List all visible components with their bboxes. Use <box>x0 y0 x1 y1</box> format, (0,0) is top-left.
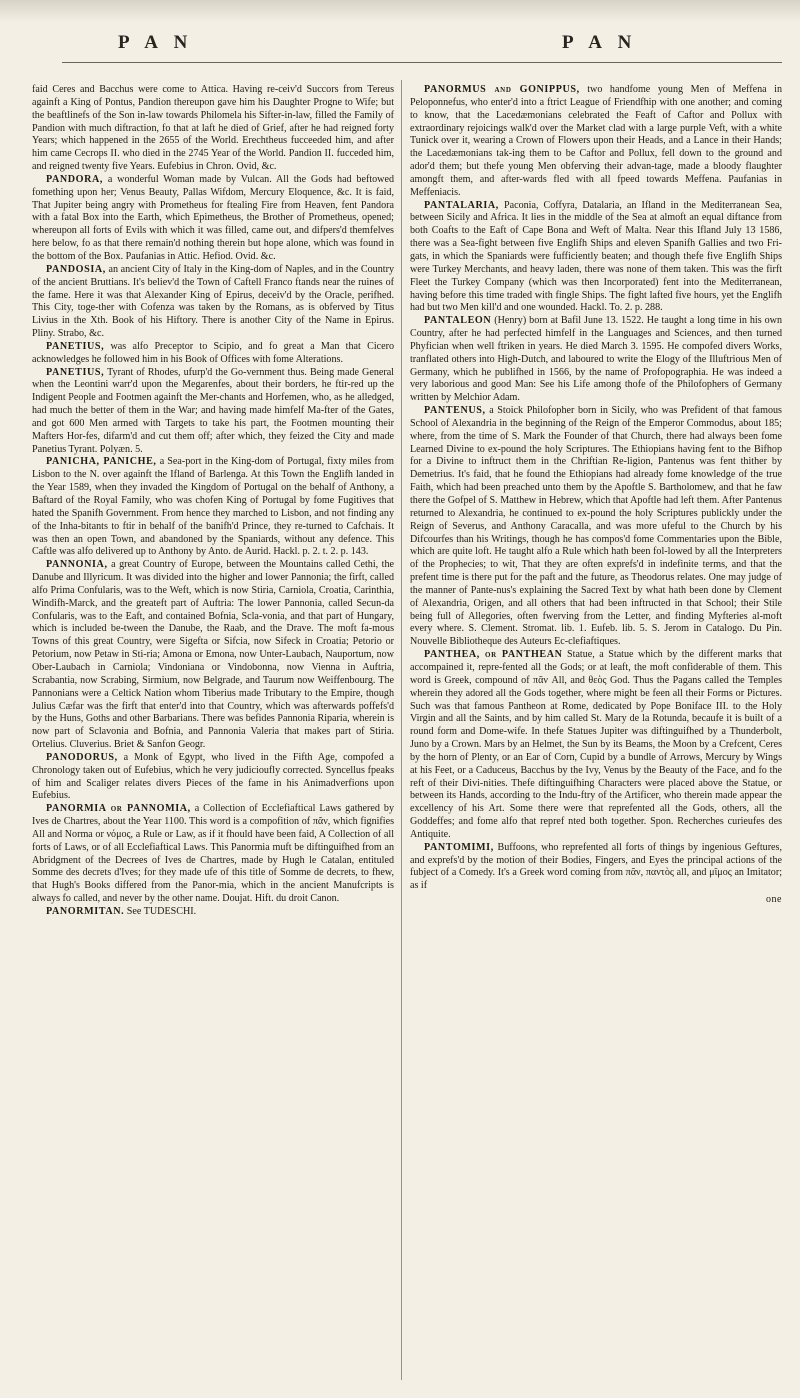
dictionary-entry <box>32 752 394 803</box>
entry-headword: PANORMUS and GONIPPUS, <box>424 84 580 95</box>
entry-text: two handfome young Men of Meffena in Peloponnefus, who enter'd into a ftrict League of Friendfhip with one another; and coming to know, that the Lacedæmonians celebrated the Feaft of Caftor and Pollux with extraordinary rejoicings walk'd over the Market clad with a large purple Veft, with a white Tunick over it, wearing a Crown of Flowers upon their Heads, and a Lance in their Hands; the Lacedæmonians tak-ing them to be Caftor and Pollux, fell down to the ground and ador'd them; but thefe young Men obferving their advan-tage, made a bloody flaughter amongft them, and after-wards fled with all fpeed towards Meffena. Paufanias in Meffeniacis. <box>410 84 782 198</box>
entry-headword: PANDOSIA, <box>46 263 106 275</box>
entry-headword: PANTOMIMI, <box>424 841 494 853</box>
entry-headword: PANTHEA, or PANTHEAN <box>424 649 563 661</box>
entry-text: an ancient City of Italy in the King-dom of Naples, and in the Country of the ancient Bruttians. It's believ'd the Town of Caftell Franco ftands near the ruines of the fame. Here it was that Alexander King of Epirus, deceiv'd by the Oracle, perifhed. This City, toge-ther with Cofenza was taken by the Romans, as is obferved by Titus Livius in the Xth. Book of his Hiftory. There is another City of the Name in Epirus. Pliny. Strabo, &c. <box>32 263 394 340</box>
entry-headword: PANTALARIA, <box>424 199 499 211</box>
entry-headword: PANORMIA or PANNOMIA, <box>46 803 191 815</box>
entry-text: faid Ceres and Bacchus were come to Attica. Having re-ceiv'd Succors from Tereus againft a King of Pontus, Pandion thereupon gave him his Daughter Progne to Wife; but the beaftlinefs of the Son in-law towards Philomela his Sifter-in-law, filled the Family of Pandion with much diftraction, fo that at laft he died of Grief, after he had reigned forty Years; which happened in the 2655 of the World. Erechtheus fucceeded him, and after him came Cecrops II. who died in the 2745 Year of the World. Pandion II. fucceded him, and reigned twenty five Years. Eufebius in Chron. Ovid, &c. <box>32 84 394 173</box>
dictionary-entry <box>32 84 394 174</box>
entry-text: a Stoick Philofopher born in Sicily, who was Prefident of that famous School of Alexandria in the beginning of the Reign of the Emperor Commodus, about 185; where, from the time of S. Mark the Founder of that Church, there had always been fome Learned Divine to ex-pound the holy Scriptures. The Ethiopians having fent to the Bifhop for a Divine to inftruct them in the Chriftian Re-ligion, Pantenus was fent thither by Demetrius. It's faid, that he found the Ethiopians had already fome knowledge of the true Faith, which had been preached unto them by the Apoftle S. Bartholomew, and that he faw there the Gofpel of S. Matthew in Hebrew, which that Apoftle had left them. After Pantenus returned to Alexandria, he continued to ex-pound the holy Scriptures publickly under the Reign of Severus, and Anthony Caracalla, and was more ufeful to the Church by his Difcourfes than his Writings, though he has compos'd fome Commentaries upon the Bible, which are quite loft. He taught alfo a Rule which hath been fol-lowed by all the Interpreters of the Prophecies; to wit, That they are often exprefs'd in indefinite terms, and that the prefent time is there put for the paft and the future, as Theodorus relates. One may judge of the manner of Pante-nus's explaining the Sacred Text by what hath been done by Clement of Alexandria, Origen, and all others that had been inftructed in that School; their Stile being full of Allegories, often fwerving from the Letter, and finding Myfteries al-moft every where. S. Clement. Stromat. lib. 1. Eufeb. lib. 5. S. Jerom in Catalogo. Du Pin. Nouvelle Bibliotheque des Auteurs Ec-clefiaftiques. <box>410 405 782 648</box>
dictionary-entry <box>32 174 394 264</box>
running-head-right: P A N <box>562 32 638 53</box>
entry-text: Buffoons, who reprefented all forts of things by ingenious Geftures, and exprefs'd by the motion of their Bodies, Fingers, and Eyes the principal actions of the fubject of a Comedy. It's a Greek word coming from πᾶν, παντὸς all, and μῖμος an Imitator; as if <box>410 841 782 892</box>
entry-text: a great Country of Europe, between the Mountains called Cethi, the Danube and Illyricum. It was divided into the higher and lower Pannonia; the firft, called alfo Prima Confularis, was to the Weft, which is now Stiria, Carniola, Croatia, Carinthia, Windifh-Marck, and the greateft part of Auftria: The lower Pannonia, called Secun-da Confularis, was to the Eaft, and contained Bofnia, Scla-vonia, and that part of Hungary, which is included be-tween the Danube, the Raab, and the Drave. The moft fa-mous Towns of this great Country, were Sigefta or Sifcia, now Sifeck in Croatia; Petorio or Petorium, now Petaw in Sti-ria; Amona or Emona, now Unter-Laubach, Nauportum, now Ober-Laubach in Carniola; Vindoniana or Vindobonna, now Vienna in Auftria, Scrabantia, now Scrabing, Sirmium, now Belgrade, and Taurum now Weiffenbourg. The Pannonians were a Celtick Nation whom Tiberius made Tributary to the Empire, though Julius Cæfar was the firft that enter'd into that Country, which was afterwards poffefs'd by the Huns, Goths and other Barbarians. There was befides Pannonia Riparia, wherein is now part of Sclavonia and Bofnia, and Pannonia Valeria that makes part of Stiria. Ortelius. Cluverius. Briet & Sanfon Geogr. <box>32 559 394 751</box>
entry-headword: PANTENUS, <box>424 405 486 417</box>
entry-text: Paconia, Coffyra, Datalaria, an Ifland in the Mediterranean Sea, between Sicily and Africa. It lies in the middle of the Sea at almoft an equal diftance from both Coafts to the Eaft of Cape Bona and Weft of Malta. Near this Ifland July 13 1586, there was a Sea-fight between five Englifh Ships and eleven Spanifh Gallies and two Fri-gats, in which the Spaniards were fufficiently beaten; and though thefe five Englifh Ships were Turkey Merchants, and heavy laden, there was none of them taken. This was the firft Fleet the Turkey Company (which was then Incorporated) fent into the Mediterranean, having before this time traded with fingle Ships. The fight lafted five hours, yet the Englifh had but two Men kill'd and one wounded. Hackl. To. 2. p. 288. <box>410 199 782 314</box>
entry-text: a wonderful Woman made by Vulcan. All the Gods had beftowed fomething upon her; Venus Beauty, Pallas Wifdom, Mercury Eloquence, &c. It is faid, That Jupiter being angry with Prometheus for ftealing Fire from Heaven, fent Pandora with a fatal Box into the Earth, which Epimetheus, the Brother of Prometheus, opened; whereupon all forts of Evils with which it was filled, came out, and difpers'd themfelves here below, fo as that there remain'd nothing therein but hope alone, which was found in the bottom of the Box. Paufanias in Attic. Hefiod. Ovid. &c. <box>32 173 394 262</box>
entry-headword: PANICHA, PANICHE, <box>46 456 157 468</box>
dictionary-entry <box>32 456 394 559</box>
dictionary-entry <box>410 649 782 842</box>
entry-text: Statue, a Statue which by the different marks that accompained it, repre-fented all the Gods; or at leaft, the moft confiderable of them. This word is Greek, compound of πᾶν All, and θεὸς God. Thus the Pagans called the Temples wherein they adored all the Gods together, where might be feen all their Forms or Pictures. Such was that famous Pantheon at Rome, dedicated by Pope Boniface III. to the Holy Virgin and all the Saints, and by him called St. Mary de la Rotunda, becaufe it is built of a round form and Dome-wife. In thefe Statues Jupiter was diftinguifhed by a Thunderbolt, Juno by a Crown. Mars by an Helmet, the Sun by its Beams, the Moon by a Crefcent, Ceres by the horn of Plenty, or an Ear of Corn, Cupid by a bundle of Arrows, Mercury by Wings at his Feet, or a Caduceus, Bacchus by the Ivy, Venus by the Beauty of the Face, and fo the reft of their Divi-nities. Thefe diftinguifhing Characters were placed above the Statue, or between its Hands, according to the Indu-ftry of the Artificer, who therein made appear the excellency of his Art. Some there were that reprefented all the Gods, others, all the Goddeffes; and fome alfo that repref nted both together. Spon. Recherches curieufes des Antiquite. <box>410 649 782 840</box>
left-column <box>32 84 394 919</box>
entry-text: a Collection of Ecclefiaftical Laws gathered by Ives de Chartres, about the Year 1100. This word is a compofition of πᾶν, which fignifies All and Norma or νόμος, a Rule or Law, as if it fhould have been faid, A Collection of all forts of Laws, or of all Ecclefiaftical Laws. This Panormia muft be diftinguifhed from an Abridgment of the Decrees of Ives de Chartres, made by Hugh le Catalan, entituled Somme des decrets d'Ives; for they made ufe of this title of Somme de decrets, to fhew, that Hugh's Books differed from the Panor-mia, which in the ancient Manufcripts is always fo called, and never by the other name. Doujat. Hift. du droit Canon. <box>32 803 394 905</box>
dictionary-entry <box>410 84 782 200</box>
entry-headword: PANNONIA, <box>46 559 108 571</box>
entry-text: Tyrant of Rhodes, ufurp'd the Go-vernment thus. Being made General when the Leontini warr'd upon the Megarenfes, about their borders, he ftir-red up the Indigent People and Footmen againft the Mer-chants and Horfemen, who, as he alledged, had much the better of them in the War; and having made himfelf Ma-fter of the Gates, and got 600 Men armed with Targets to take his part, the Footmen mounting their Mafters Hor-fes, difarm'd and cut them off; after which, they feized the City and made Panetius Tyrant. Polyæn. 5. <box>32 366 394 455</box>
entry-headword: PANDORA, <box>46 173 104 185</box>
dictionary-entry <box>410 200 782 316</box>
dictionary-entry <box>410 842 782 893</box>
entry-headword: PANTALEON <box>424 315 492 327</box>
entry-text: a Sea-port in the King-dom of Portugal, fixty miles from Lisbon to the N. over againft the Ifland of Barlenga. At this Town the Englifh landed in the Year 1589, when they invaded the Kingdom of Portugal on the behalf of Anthony, a Baftard of the Royal Family, who was chofen King of Portugal by fome Fugitives that hated the Spanifh Government. From hence they marched to Lisbon, and not finding any of the Inha-bitants to ftir in behalf of the banifh'd Prince, they re-turned to Cafchais. It was then an open Town, and abandoned by the Spaniards, without any defence. This Caftle was alfo delivered up to Anthony by Anto. de Aurid. Hackl. p. 2. t. 2. p. 143. <box>32 456 394 558</box>
dictionary-entry <box>410 405 782 649</box>
entry-text: was alfo Preceptor to Scipio, and fo great a Man that Cicero acknowledges he followed him in his Book of Offices with fome Alterations. <box>32 340 394 365</box>
entry-text: See TUDESCHI. <box>124 906 197 917</box>
entry-text: (Henry) born at Bafil June 13. 1522. He taught a long time in his own Country, after he had perfected himfelf in the Languages and Sciences, and then turned Phyfician when well ftriken in years. He died March 3. 1595. He compofed divers Works, tranflated others into High-Dutch, and laboured to write the Elogy of the Illuftrious Men of Germany, which he publifhed in 1566, by the name of Profopographia. He was indeed a very laborious and good Man: See his Life among thofe of the Philofophers of Germany written by Melchior Adam. <box>410 315 782 404</box>
entry-text: a Monk of Egypt, who lived in the Fifth Age, compofed a Chronology taken out of Eufebius, which he very judicioufly corrected. Syncellus fpeaks of him and Scaliger relates divers Pieces of the fame in his Animadverfions upon Eufebius. <box>32 751 394 802</box>
page-edge-shadow <box>0 0 800 22</box>
header-rule <box>62 62 782 63</box>
entry-headword: PANODORUS, <box>46 751 118 763</box>
right-column <box>410 84 782 907</box>
entry-headword: PANORMITAN. <box>46 906 125 917</box>
catchword: one <box>766 894 782 906</box>
running-head-left: P A N <box>118 32 194 53</box>
entry-headword: PANETIUS, <box>46 340 105 352</box>
dictionary-entry <box>32 367 394 457</box>
dictionary-entry <box>410 315 782 405</box>
column-divider <box>401 80 402 1380</box>
dictionary-entry <box>32 341 394 367</box>
dictionary-entry <box>32 559 394 752</box>
dictionary-entry <box>32 264 394 341</box>
entry-headword: PANETIUS, <box>46 366 105 378</box>
dictionary-entry <box>32 906 394 919</box>
dictionary-entry <box>32 803 394 906</box>
